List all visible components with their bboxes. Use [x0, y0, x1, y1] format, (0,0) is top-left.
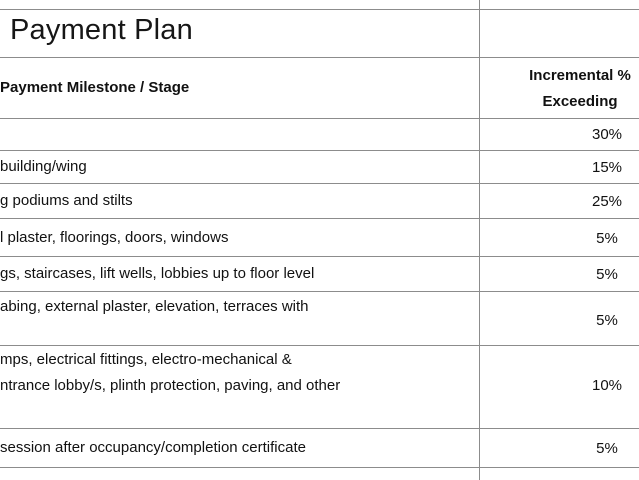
row-divider	[0, 345, 639, 346]
percent-cell: 5%	[596, 312, 618, 329]
table-border-top	[0, 9, 639, 10]
percent-column-header-line1: Incremental %	[529, 67, 631, 84]
row-divider	[0, 428, 639, 429]
milestone-cell: gs, staircases, lift wells, lobbies up to floor level	[0, 265, 315, 282]
percent-cell: 5%	[596, 440, 618, 457]
percent-cell: 10%	[591, 377, 623, 394]
milestone-cell-line1: mps, electrical fittings, electro-mechanical &	[0, 351, 292, 368]
milestone-cell: l plaster, floorings, doors, windows	[0, 229, 229, 246]
percent-cell: 15%	[591, 159, 623, 176]
page-title: Payment Plan	[10, 14, 193, 46]
milestone-cell: session after occupancy/completion certificate	[0, 439, 306, 456]
row-divider	[0, 183, 639, 184]
table-border-header-bottom	[0, 118, 639, 119]
row-divider	[0, 291, 639, 292]
percent-cell: 25%	[591, 193, 623, 210]
row-divider	[0, 467, 639, 468]
milestone-cell: g podiums and stilts	[0, 192, 133, 209]
milestone-cell: building/wing	[0, 158, 87, 175]
milestone-cell: abing, external plaster, elevation, terraces with	[0, 298, 309, 315]
row-divider	[0, 150, 639, 151]
row-divider	[0, 218, 639, 219]
table-border-title-bottom	[0, 57, 639, 58]
milestone-column-header: Payment Milestone / Stage	[0, 79, 190, 96]
percent-cell: 5%	[596, 266, 618, 283]
row-divider	[0, 256, 639, 257]
percent-cell: 30%	[591, 126, 623, 143]
milestone-cell-line2: ntrance lobby/s, plinth protection, paving, and other	[0, 377, 341, 394]
percent-cell: 5%	[596, 230, 618, 247]
percent-column-header-line2: Exceeding	[542, 93, 618, 110]
